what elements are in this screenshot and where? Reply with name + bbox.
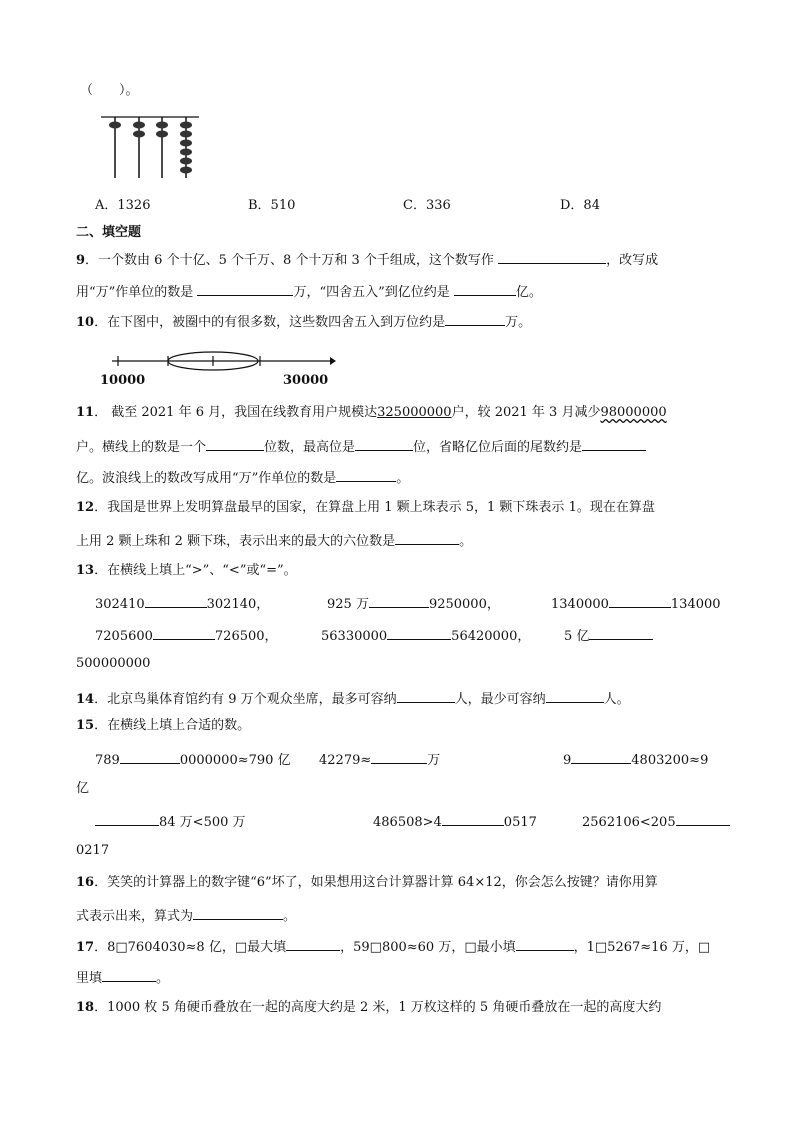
q16-line1 bbox=[76, 875, 658, 891]
q9-text-b: ，改写成 bbox=[606, 253, 659, 268]
q10-blank[interactable] bbox=[445, 312, 505, 326]
section-title: 二、填空题 bbox=[76, 225, 142, 240]
q17-blank-1[interactable] bbox=[286, 937, 340, 951]
q15-blank-6[interactable] bbox=[676, 812, 730, 826]
q13-item-2: 925 万 9250000， bbox=[327, 594, 500, 613]
q17-text-e: 。 bbox=[156, 971, 170, 986]
q8-option-c: C．336 bbox=[403, 198, 451, 213]
q9-blank-2[interactable] bbox=[197, 282, 293, 296]
q10-text: ．在下图中，被圈中的有很多数，这些数四舍五入到万位约是 bbox=[94, 315, 446, 330]
q17-text-a: ．8□7604030≈8 亿，□最大填 bbox=[94, 940, 287, 955]
q9-line1 bbox=[76, 250, 658, 269]
q10-line1 bbox=[76, 312, 531, 331]
q15-item-3-wrap: 亿 bbox=[76, 781, 90, 796]
q15-blank-4[interactable] bbox=[95, 812, 159, 826]
q13-number: 13 bbox=[76, 563, 95, 578]
q13-item-3: 1340000 134000 bbox=[551, 594, 721, 613]
q11-line2 bbox=[76, 437, 646, 456]
q13-blank-6[interactable] bbox=[589, 626, 653, 640]
q11-underlined-number: 325000000 bbox=[377, 405, 452, 420]
q15-blank-3[interactable] bbox=[571, 750, 631, 764]
number-line-right-label: 30000 bbox=[283, 373, 329, 388]
q8-option-d: D．84 bbox=[560, 198, 600, 213]
q11-number: 11 bbox=[76, 405, 95, 420]
q17-line2 bbox=[76, 968, 169, 987]
q17-text-b: ，59□800≈60 万，□最小填 bbox=[340, 940, 516, 955]
q13-blank-1[interactable] bbox=[145, 594, 207, 608]
q11-blank-1[interactable] bbox=[206, 437, 264, 451]
q15-item-6: 2562106<205 bbox=[582, 812, 730, 831]
q12-text-c: 。 bbox=[459, 534, 473, 549]
q15-item-5: 486508>4 0517 bbox=[373, 812, 537, 831]
q8-paren: （ ）。 bbox=[80, 83, 139, 98]
q8-option-b: B．510 bbox=[248, 198, 296, 213]
q15-item-6-wrap: 0217 bbox=[76, 843, 110, 858]
q11-text-e: 位，省略亿位后面的尾数约是 bbox=[413, 440, 583, 455]
q12-text-a: ．我国是世界上发明算盘最早的国家，在算盘上用 1 颗上珠表示 5，1 颗下珠表示 1。现在在算盘 bbox=[94, 500, 655, 515]
q14-line1 bbox=[76, 689, 630, 708]
q15-item-3: 9 4803200≈9 bbox=[563, 750, 708, 769]
q11-text-d: 位数，最高位是 bbox=[264, 440, 356, 455]
q13-item-1: 302410 302140， bbox=[95, 594, 269, 613]
q13-text: ．在横线上填上“>”、“<”或“=”。 bbox=[94, 563, 297, 578]
q11-line1 bbox=[76, 405, 667, 421]
q17-text-c: ，1□5267≈16 万，□ bbox=[573, 940, 711, 955]
q9-number: 9 bbox=[76, 253, 86, 268]
q12-line2 bbox=[76, 531, 472, 550]
q14-blank-1[interactable] bbox=[397, 689, 455, 703]
q13-line1 bbox=[76, 563, 297, 579]
q18-number: 18 bbox=[76, 1000, 95, 1015]
q12-text-b: 上用 2 颗上珠和 2 颗下珠，表示出来的最大的六位数是 bbox=[76, 534, 396, 549]
q11-text-c: 户。横线上的数是一个 bbox=[76, 440, 207, 455]
q16-line2 bbox=[76, 906, 296, 925]
q16-text-a: ．笑笑的计算器上的数字键“6”坏了，如果想用这台计算器计算 64×12，你会怎么按键？请你用算 bbox=[94, 875, 658, 890]
q17-number: 17 bbox=[76, 940, 95, 955]
q11-text-f: 亿。波浪线上的数改写成用“万”作单位的数是 bbox=[76, 471, 337, 486]
q16-number: 16 bbox=[76, 875, 95, 890]
abacus-figure bbox=[95, 112, 207, 182]
q10-tail: 万。 bbox=[505, 315, 532, 330]
q17-line1 bbox=[76, 937, 710, 956]
q15-blank-2[interactable] bbox=[371, 750, 427, 764]
number-line-left-label: 10000 bbox=[100, 373, 146, 388]
q9-text-e: 亿。 bbox=[515, 285, 542, 300]
q13-item-5: 56330000 56420000， bbox=[321, 626, 530, 645]
q15-item-2: 42279≈ 万 bbox=[319, 750, 440, 769]
q17-blank-2[interactable] bbox=[516, 937, 574, 951]
q15-number: 15 bbox=[76, 718, 95, 733]
q17-text-d: 里填 bbox=[76, 971, 103, 986]
q14-number: 14 bbox=[76, 692, 95, 707]
q9-text-c: 用“万”作单位的数是 bbox=[76, 285, 194, 300]
q11-text-b: 户，较 2021 年 3 月减少 bbox=[451, 405, 601, 420]
q15-item-1: 789 0000000≈790 亿 bbox=[95, 750, 291, 769]
q11-wavy-number: 98000000 bbox=[600, 405, 667, 420]
q18-line1 bbox=[76, 1000, 661, 1016]
q13-item-6-wrap: 500000000 bbox=[76, 656, 151, 671]
q11-text-g: 。 bbox=[396, 471, 410, 486]
q12-number: 12 bbox=[76, 500, 95, 515]
q14-text-c: 人。 bbox=[603, 692, 630, 707]
q16-text-c: 。 bbox=[283, 909, 297, 924]
q18-text-a: ．1000 枚 5 角硬币叠放在一起的高度大约是 2 米，1 万枚这样的 5 角硬币叠放在一起的高度大约 bbox=[94, 1000, 662, 1015]
q11-blank-4[interactable] bbox=[336, 468, 396, 482]
q12-line1 bbox=[76, 500, 655, 516]
q9-text-d: 万，“四舍五入”到亿位约是 bbox=[293, 285, 450, 300]
q10-number: 10 bbox=[76, 315, 95, 330]
q16-text-b: 式表示出来，算式为 bbox=[76, 909, 194, 924]
q14-text-a: ．北京鸟巢体育馆约有 9 万个观众坐席，最多可容纳 bbox=[94, 692, 397, 707]
q13-item-4: 7205600 726500， bbox=[95, 626, 278, 645]
q12-blank[interactable] bbox=[395, 531, 459, 545]
q15-line1 bbox=[76, 718, 250, 734]
q9-blank-1[interactable] bbox=[498, 250, 606, 264]
q13-item-6: 5 亿 bbox=[564, 626, 653, 645]
q13-blank-2[interactable] bbox=[369, 594, 429, 608]
q13-blank-4[interactable] bbox=[153, 626, 215, 640]
q14-text-b: 人，最少可容纳 bbox=[454, 692, 546, 707]
q11-blank-2[interactable] bbox=[355, 437, 413, 451]
q9-blank-3[interactable] bbox=[454, 282, 516, 296]
q13-blank-3[interactable] bbox=[609, 594, 671, 608]
q11-line3 bbox=[76, 468, 409, 487]
q9-text-a: ．一个数由 6 个十亿、5 个千万、8 个十万和 3 个千组成，这个数写作 bbox=[85, 253, 494, 268]
q15-blank-1[interactable] bbox=[120, 750, 180, 764]
q15-blank-5[interactable] bbox=[442, 812, 504, 826]
q15-text: ．在横线上填上合适的数。 bbox=[94, 718, 251, 733]
q14-blank-2[interactable] bbox=[546, 689, 604, 703]
q16-blank[interactable] bbox=[193, 906, 283, 920]
q9-line2 bbox=[76, 282, 542, 301]
q11-blank-3[interactable] bbox=[582, 437, 646, 451]
q15-item-4: 84 万<500 万 bbox=[95, 812, 246, 831]
q8-option-a: A．1326 bbox=[95, 198, 151, 213]
q11-text-a: ． 截至 2021 年 6 月，我国在线教育用户规模达 bbox=[94, 405, 378, 420]
q17-blank-3[interactable] bbox=[102, 968, 156, 982]
q13-blank-5[interactable] bbox=[387, 626, 451, 640]
